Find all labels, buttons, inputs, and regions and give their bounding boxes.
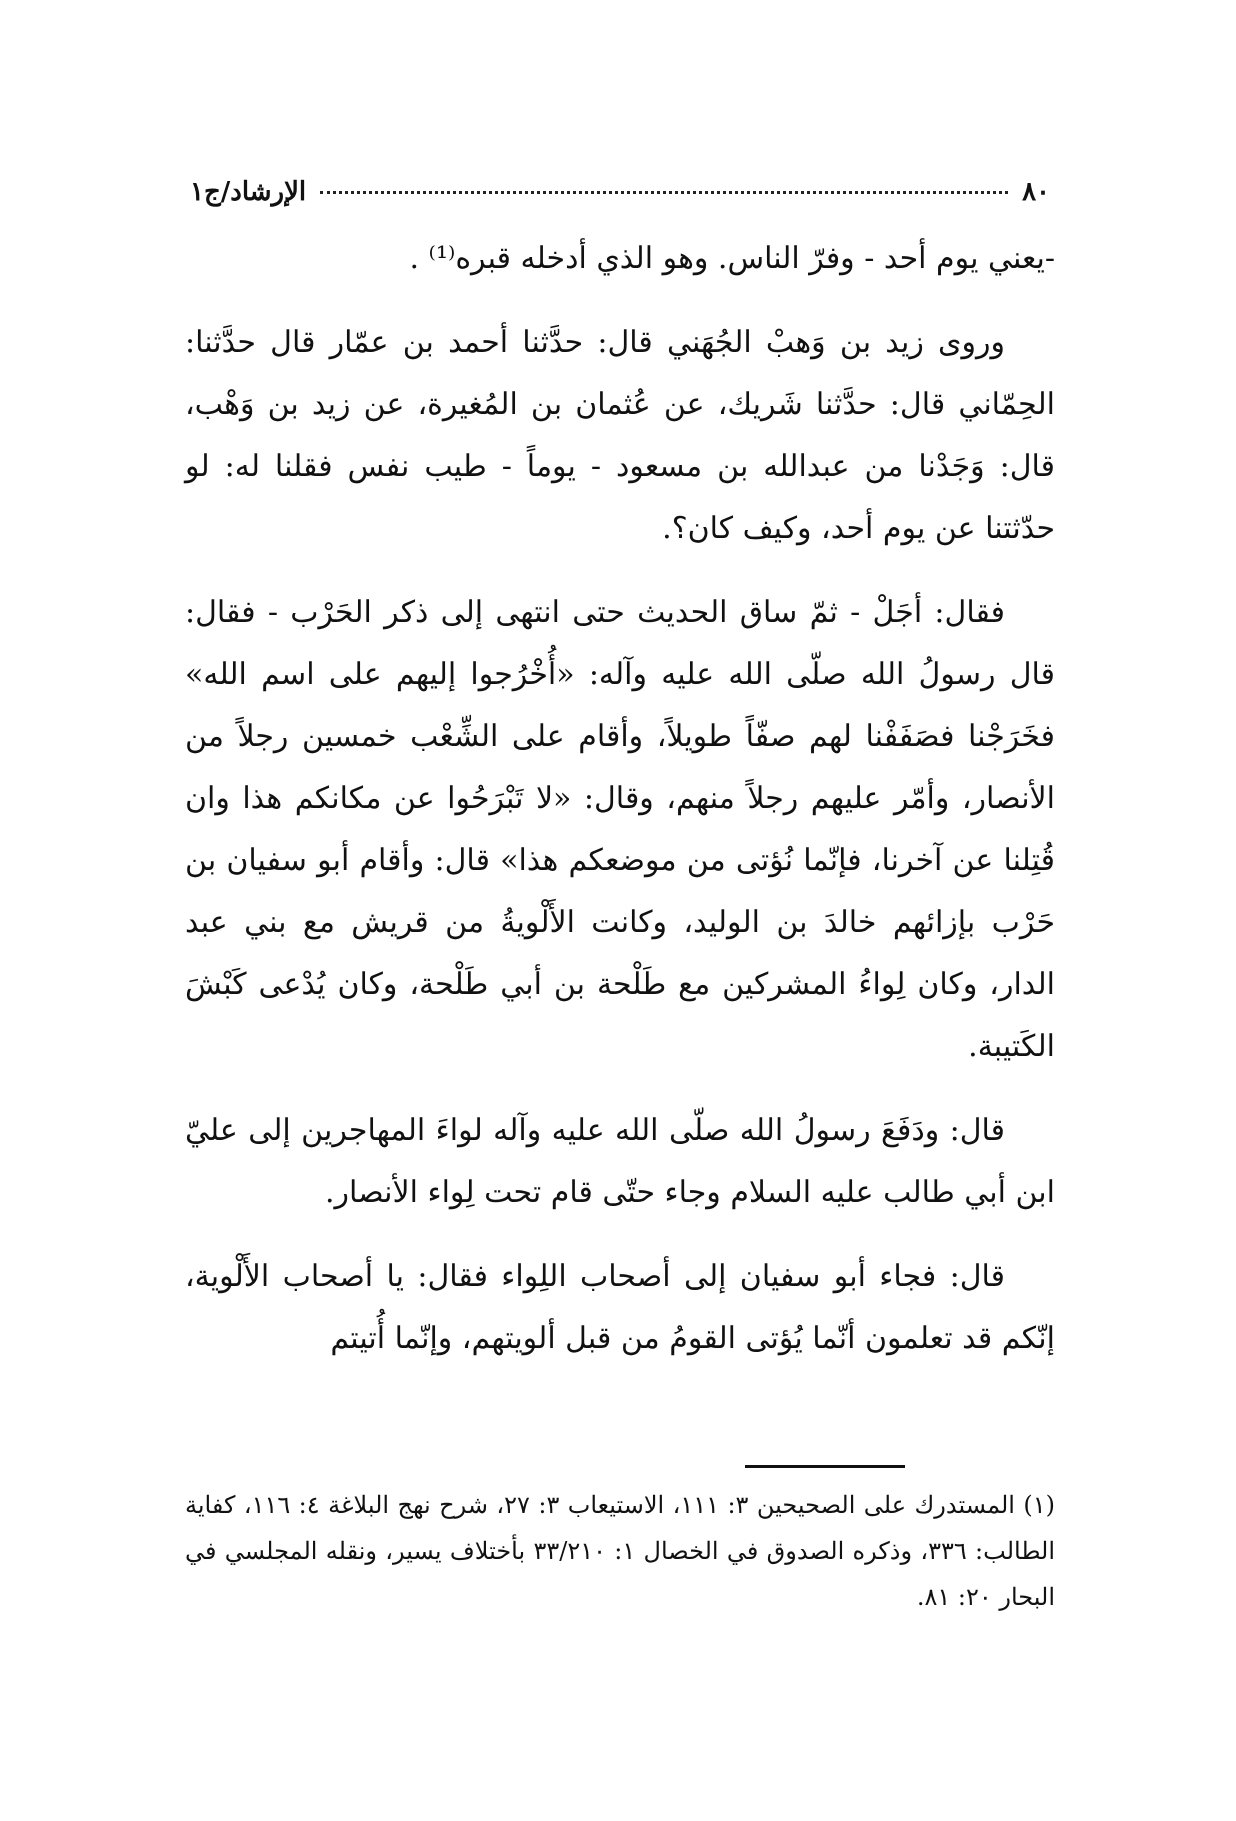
footnotes [185, 1482, 1055, 1620]
footnote-divider [745, 1465, 905, 1468]
paragraph: فقال: أجَلْ - ثمّ ساق الحديث حتى انتهى إلى ذكر الحَرْب - فقال: قال رسولُ الله صلّى الله عليه وآله: «أُخْرُجوا إليهم على اسم الله» فخَرَجْنا فصَفَفْنا لهم صفّاً طويلاً، وأقام على الشِّعْب خمسين رجلاً من الأنصار، وأمّر عليهم رجلاً منهم، وقال: «لا تَبْرَحُوا عن مكانكم هذا وان قُتِلنا عن آخرنا، فإنّما نُؤتى من موضعكم هذا» قال: وأقام أبو سفيان بن حَرْب بإزائهم خالدَ بن الوليد، وكانت الأَلْويةُ من قريش مع بني عبد الدار، وكان لِواءُ المشركين مع طَلْحة بن أبي طَلْحة، وكان يُدْعى كَبْشَ الكَتيبة. [185, 595, 1055, 1064]
paragraph: قال: ودَفَعَ رسولُ الله صلّى الله عليه وآله لواءَ المهاجرين إلى عليّ ابن أبي طالب عليه السلام وجاء حتّى قام تحت لِواء الأنصار. [185, 1113, 1055, 1210]
page-header [190, 172, 1050, 212]
running-title: الإرشاد/ج١ [190, 177, 307, 207]
page-number: ٨٠ [1022, 177, 1050, 207]
paragraph: قال: فجاء أبو سفيان إلى أصحاب اللِواء فقال: يا أصحاب الأَلْوية، إنّكم قد تعلمون أنّما يُؤتى القومُ من قبل ألويتهم، وإنّما أُتيتم [185, 1259, 1055, 1356]
footnote: (١) المستدرك على الصحيحين ٣: ١١١، الاستيعاب ٣: ٢٧، شرح نهج البلاغة ٤: ١١٦، كفاية الطالب: ٣٣٦، وذكره الصدوق في الخصال ١: ٣٣/٢١٠ بأختلاف يسير، ونقله المجلسي في البحار ٢٠: ٨١. [185, 1491, 1056, 1611]
paragraph: -يعني يوم أحد - وفرّ الناس. وهو الذي أدخله قبره⁽¹⁾ . [409, 241, 1055, 276]
main-text [185, 228, 1055, 1392]
header-leader-dots [320, 191, 1008, 194]
paragraph: وروى زيد بن وَهبْ الجُهَني قال: حدَّثنا أحمد بن عمّار قال حدَّثنا: الحِمّاني قال: حدَّثنا شَريك، عن عُثمان بن المُغيرة، عن زيد بن وَهْب، قال: وَجَدْنا من عبدالله بن مسعود - يوماً - طيب نفس فقلنا له: لو حدّثتنا عن يوم أحد، وكيف كان؟. [185, 325, 1055, 546]
